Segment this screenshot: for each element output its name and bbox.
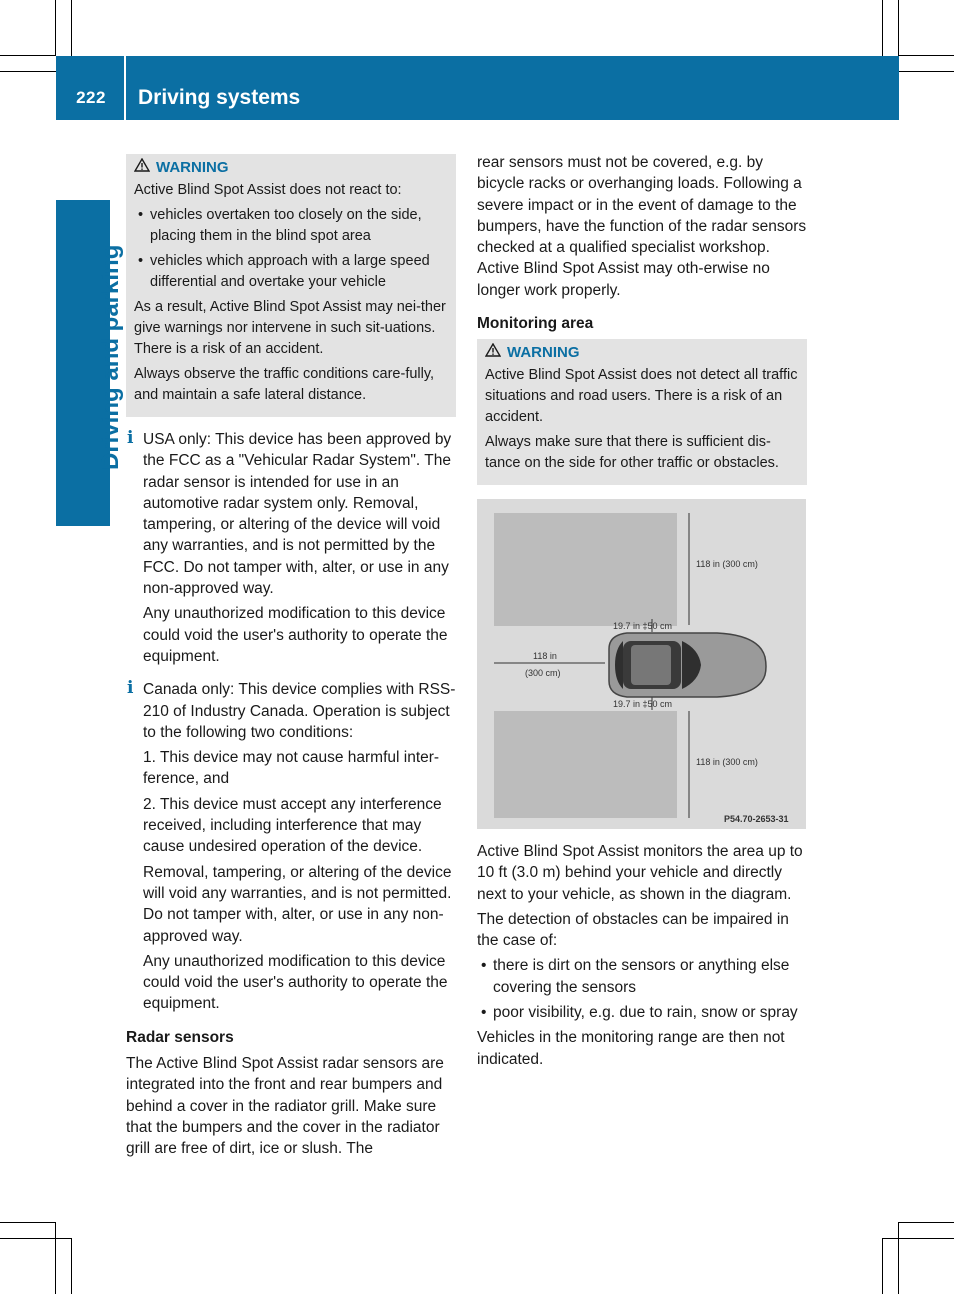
left-column bbox=[126, 154, 456, 1164]
list-item: • there is dirt on the sensors or anything else covering the sensors bbox=[477, 955, 807, 998]
crop-mark bbox=[0, 55, 56, 56]
closing-text: Vehicles in the monitoring range are then not indicated. bbox=[477, 1029, 785, 1068]
warning-intro: Active Blind Spot Assist does not react to: bbox=[134, 182, 402, 198]
radar-text: The Active Blind Spot Assist radar sensors are integrated into the front and rear bumpers and behind a cover in the radiator grill. Make sure that the bumpers and the cover in the radiator grill are free of dirt, ice or slush. The bbox=[126, 1055, 444, 1158]
warning-title: WARNING bbox=[156, 159, 229, 176]
info-paragraph: Canada only: This device complies with RSS-210 of Industry Canada. Operation is subject to the following two conditions: bbox=[143, 681, 456, 741]
crop-mark bbox=[0, 71, 56, 72]
info-paragraph: 2. This device must accept any interference received, including interference that may cause undesired operation of the device. bbox=[143, 795, 442, 856]
crop-mark bbox=[0, 1222, 56, 1223]
monitoring-zone-top bbox=[494, 513, 677, 626]
label-gap-bottom: 19.7 in ‡50 cm bbox=[613, 699, 673, 709]
label-side-cm: (300 cm) bbox=[525, 668, 561, 678]
info-paragraph: Any unauthorized modification to this device could void the user's authority to operate the equipment. bbox=[143, 952, 448, 1013]
section-title: Driving systems bbox=[138, 86, 301, 109]
warning-title: WARNING bbox=[507, 344, 580, 362]
warning-triangle-icon bbox=[134, 157, 156, 178]
warning-heading bbox=[134, 157, 448, 178]
radar-heading: Radar sensors bbox=[126, 1028, 234, 1046]
usa-info bbox=[126, 429, 456, 667]
monitoring-heading: Monitoring area bbox=[477, 315, 594, 333]
warning-box bbox=[477, 339, 807, 485]
info-paragraph: Any unauthorized modification to this device could void the user's authority to operate the equipment. bbox=[143, 605, 448, 665]
warning-paragraph: Always observe the traffic conditions care-fully, and maintain a safe lateral distance. bbox=[134, 366, 435, 403]
detect-intro: The detection of obstacles can be impaired in the case of: bbox=[477, 910, 789, 950]
crop-mark bbox=[898, 71, 954, 72]
label-gap-top: 19.7 in ‡50 cm bbox=[613, 621, 673, 631]
crop-mark bbox=[55, 1222, 56, 1294]
warning-paragraph: Always make sure that there is sufficient dis-tance on the side for other traffic or obstacles. bbox=[485, 434, 779, 472]
info-paragraph: 1. This device may not cause harmful inter-ference, and bbox=[143, 749, 440, 788]
crop-mark bbox=[898, 1222, 899, 1294]
warning-paragraph: Active Blind Spot Assist does not detect all traffic situations and road users. There is a risk of an accident. bbox=[485, 367, 798, 426]
monitoring-zone-bottom bbox=[494, 711, 677, 818]
crop-mark bbox=[55, 0, 56, 56]
chapter-label: Driving and parking bbox=[97, 244, 124, 470]
diagram-ref-code: P54.70-2653-31 bbox=[724, 814, 789, 824]
radar-continued-text: rear sensors must not be covered, e.g. by bicycle racks or overhanging loads. Following a severe impact or in the event of damage to the bumpers, have the function of the radar sensors checked at a qualified specialist workshop. Active Blind Spot Assist may oth-erwise no longer work properly. bbox=[477, 154, 807, 299]
crop-mark bbox=[0, 1238, 72, 1239]
crop-mark bbox=[898, 0, 899, 56]
list-item: • poor visibility, e.g. due to rain, snow or spray bbox=[477, 1002, 807, 1023]
info-icon: i bbox=[127, 428, 134, 448]
label-side-in: 118 in bbox=[533, 651, 557, 661]
warning-heading bbox=[485, 342, 799, 363]
crop-mark bbox=[882, 1238, 954, 1239]
page-number: 222 bbox=[76, 88, 106, 107]
right-column bbox=[477, 152, 807, 485]
canada-info bbox=[126, 679, 456, 1014]
warning-box bbox=[126, 154, 456, 417]
crop-mark bbox=[898, 1222, 954, 1223]
info-icon: i bbox=[127, 678, 134, 699]
crop-mark bbox=[898, 55, 954, 56]
crop-mark bbox=[71, 1238, 72, 1294]
diagram-svg bbox=[477, 499, 806, 829]
car-icon bbox=[609, 633, 766, 697]
label-top: 118 in (300 cm) bbox=[696, 559, 758, 569]
right-column-lower bbox=[477, 841, 807, 1074]
info-paragraph: USA only: This device has been approved by the FCC as a "Vehicular Radar System". The radar sensor is intended for use in an automotive radar system only. Removal, tampering, or altering of the device will void any warranties, and is not permitted by the FCC. Do not tamper with, alter, or use in any non-approved way. bbox=[143, 431, 452, 598]
label-bottom: 118 in (300 cm) bbox=[696, 757, 758, 767]
info-paragraph: Removal, tampering, or altering of the device will void any warranties, and is not permitted. Do not tamper with, alter, or use in any non-approved way. bbox=[143, 863, 452, 945]
list-item: • vehicles overtaken too closely on the side, placing them in the blind spot area bbox=[134, 205, 448, 247]
crop-mark bbox=[71, 0, 72, 56]
list-item: • vehicles which approach with a large speed differential and overtake your vehicle bbox=[134, 251, 448, 293]
monitor-text: Active Blind Spot Assist monitors the area up to 10 ft (3.0 m) behind your vehicle and directly next to your vehicle, as shown in the diagram. bbox=[477, 843, 803, 903]
monitoring-area-diagram bbox=[477, 499, 806, 829]
warning-paragraph: As a result, Active Blind Spot Assist may nei-ther give warnings nor intervene in such sit-uations. There is a risk of an accident. bbox=[134, 299, 446, 357]
crop-mark bbox=[882, 0, 883, 56]
crop-mark bbox=[882, 1238, 883, 1294]
warning-triangle-icon bbox=[485, 342, 507, 363]
